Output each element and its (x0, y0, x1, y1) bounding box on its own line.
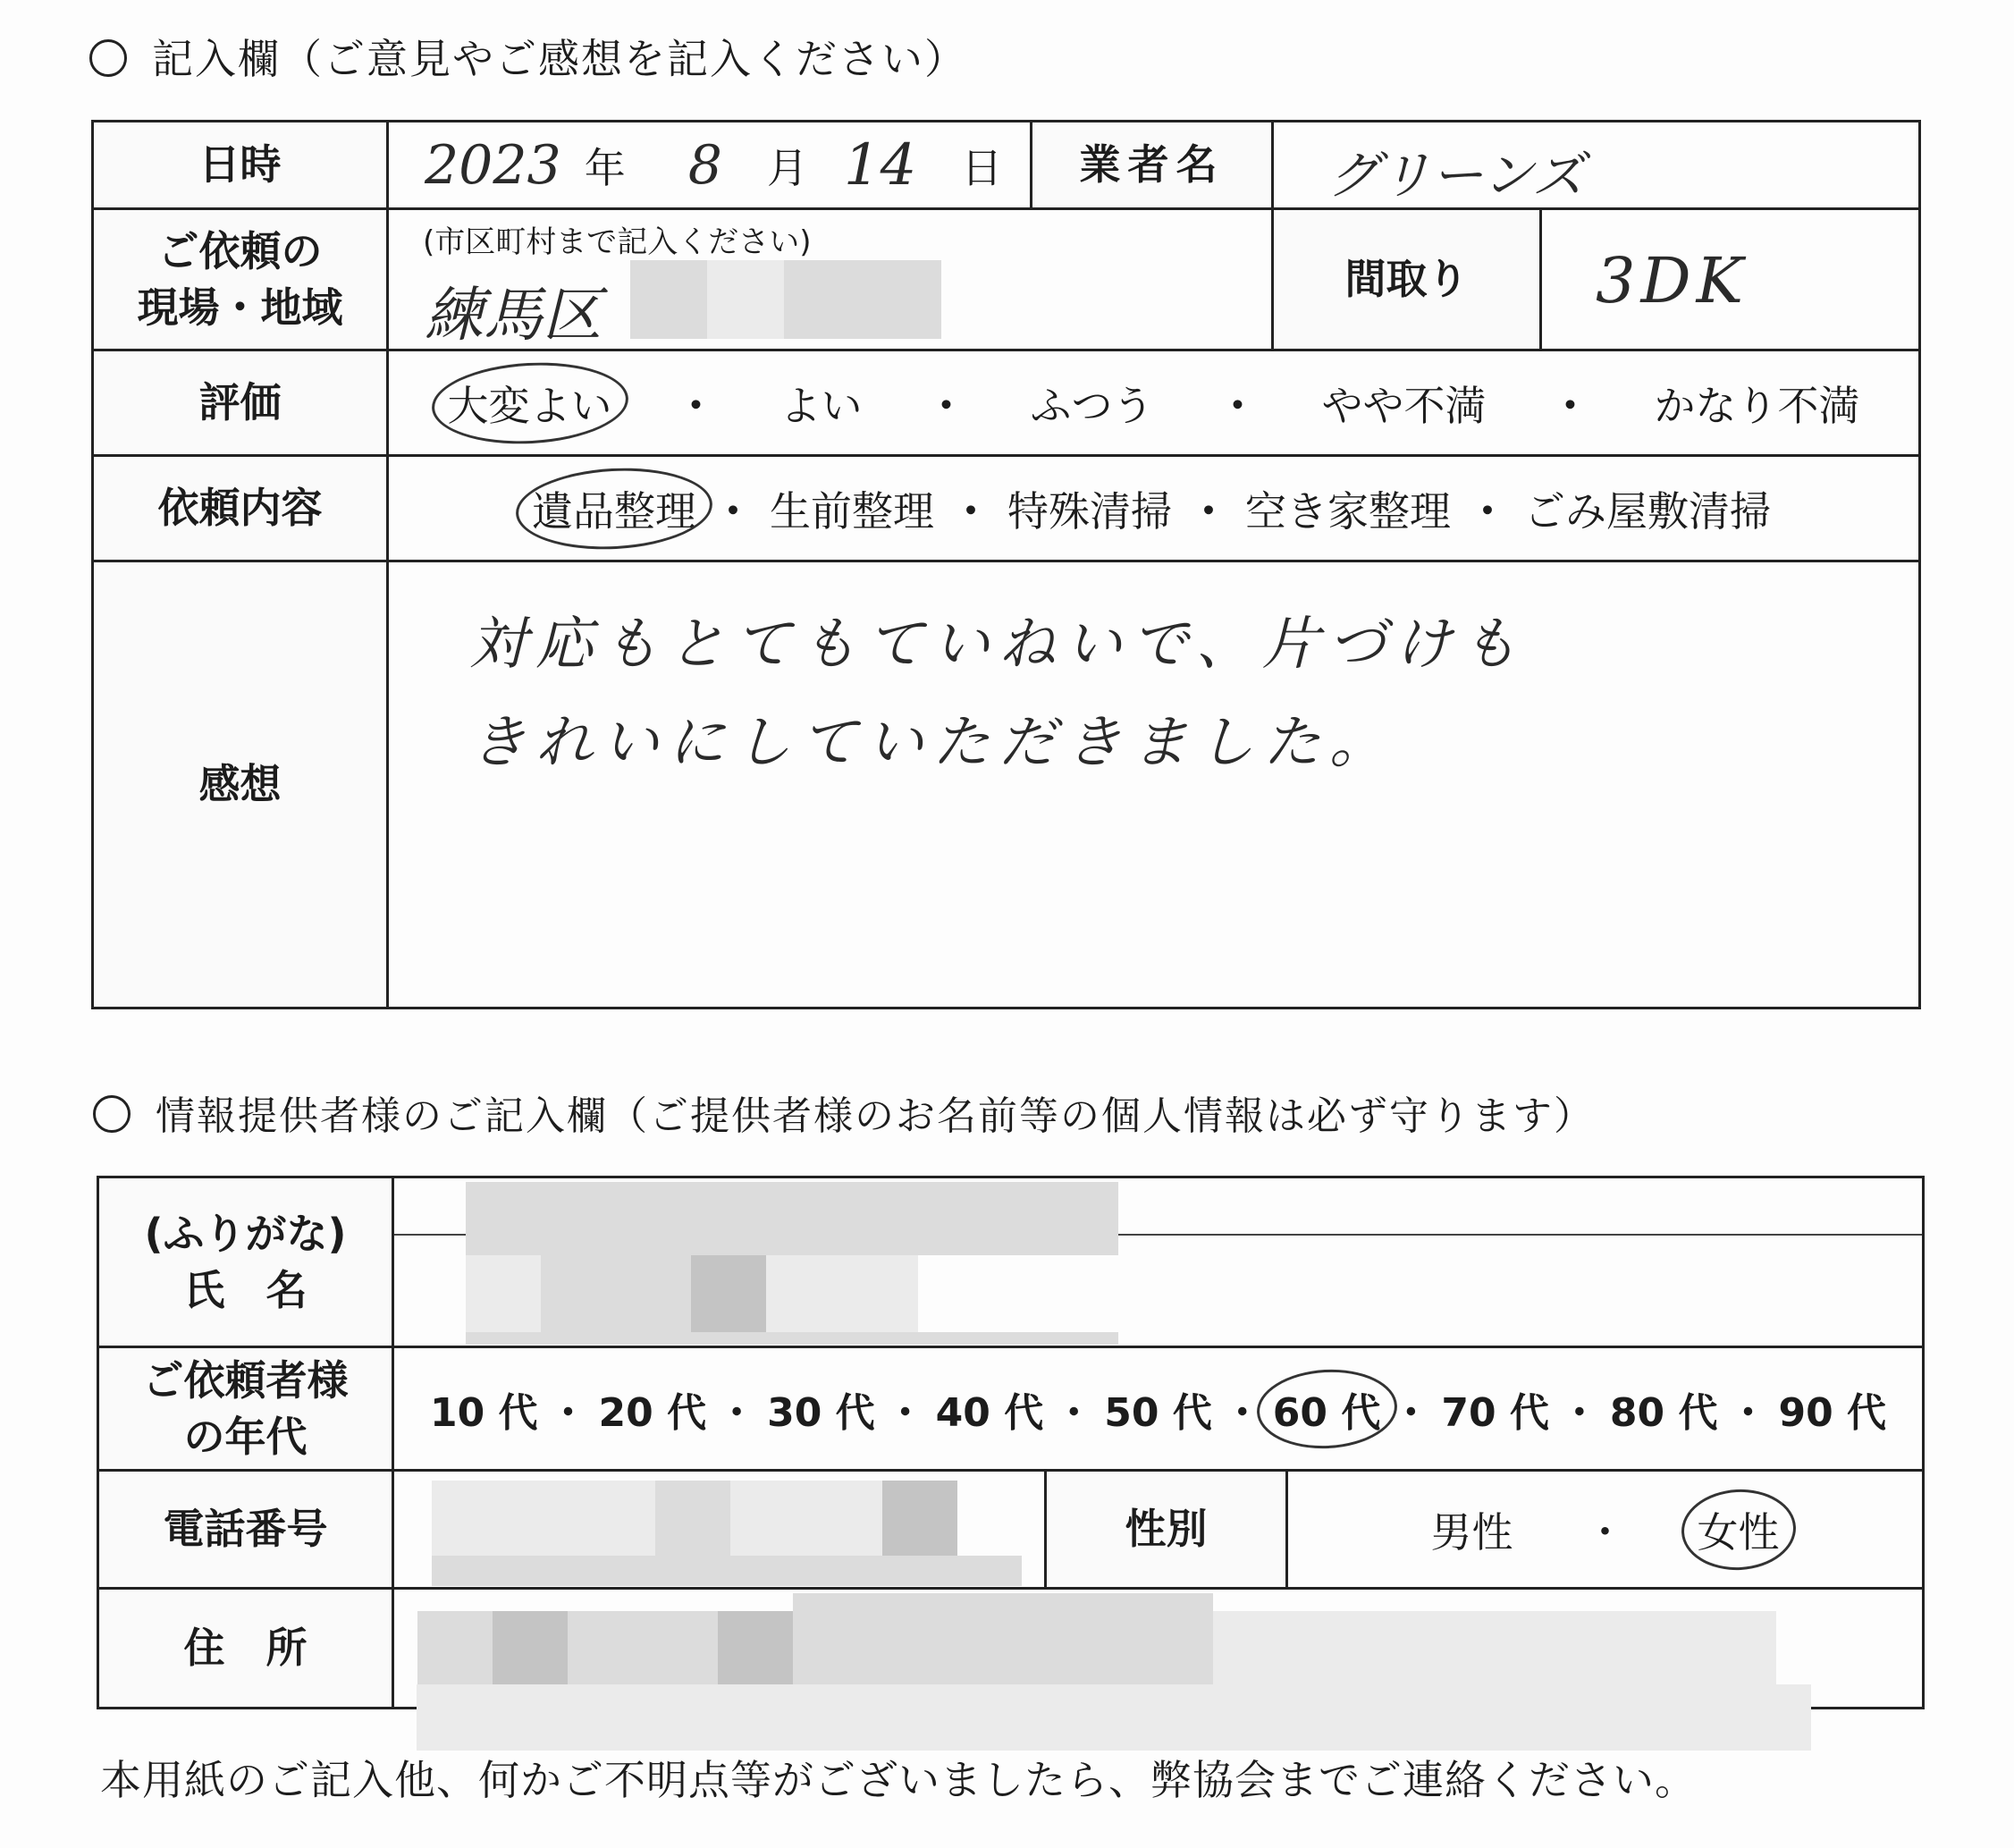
address-label: 住 所 (98, 1589, 393, 1709)
rating-option-2[interactable]: よい (779, 381, 863, 430)
request-field[interactable] (388, 456, 1920, 561)
separator-dot: ・ (1559, 1389, 1599, 1436)
layout-value: 3DK (1596, 244, 1749, 317)
name-field[interactable] (393, 1177, 1924, 1347)
provider-table (97, 1176, 1925, 1709)
redacted-address-block (793, 1593, 1213, 1688)
redacted-phone-block (655, 1481, 730, 1556)
age-option-70[interactable]: 70 代 (1441, 1389, 1549, 1436)
gender-label: 性別 (1046, 1471, 1287, 1589)
gender-option-male[interactable]: 男性 (1430, 1507, 1513, 1557)
rating-field[interactable] (388, 350, 1920, 456)
separator-dot: ・ (1222, 1389, 1262, 1436)
redacted-address-block (417, 1611, 493, 1688)
redacted-phone-block (882, 1481, 957, 1556)
separator-dot: ・ (717, 1389, 757, 1436)
separator-dot: ・ (950, 486, 991, 536)
area-value: 練馬区 (425, 281, 602, 350)
section1-title: 記入欄（ご意見やご感想を記入ください） (89, 27, 967, 86)
rating-option-3[interactable]: ふつう (1030, 381, 1154, 430)
redacted-furigana (466, 1182, 1118, 1255)
request-option-4[interactable]: 空き家整理 (1245, 486, 1451, 536)
redacted-area-block (630, 260, 707, 339)
layout-label: 間取り (1273, 209, 1541, 350)
separator-dot: ・ (675, 381, 717, 430)
layout-field[interactable] (1541, 209, 1920, 350)
age-option-50[interactable]: 50 代 (1104, 1389, 1212, 1436)
date-year-unit: 年 (584, 143, 626, 192)
age-option-80[interactable]: 80 代 (1609, 1389, 1718, 1436)
name-label (98, 1177, 393, 1347)
impression-field[interactable] (388, 561, 1920, 1008)
redacted-phone-block (432, 1556, 1022, 1586)
impression-line-2: きれいにしていただきました。 (469, 710, 1395, 776)
date-month-unit: 月 (766, 143, 808, 192)
impression-label: 感想 (93, 561, 388, 1008)
area-label (93, 209, 388, 350)
impression-line-1: 対応もとてもていねいで、片づけも (469, 612, 1527, 678)
separator-dot: ・ (1728, 1389, 1768, 1436)
date-field[interactable] (388, 122, 1032, 209)
age-label-line1: ご依頼者様 (142, 1356, 349, 1405)
date-day-value: 14 (843, 131, 917, 198)
redacted-address-block (1213, 1611, 1776, 1688)
area-label-line1: ご依頼の (157, 227, 323, 276)
date-year-value: 2023 (425, 133, 561, 197)
company-value: グリーンズ (1327, 145, 1585, 206)
age-option-40[interactable]: 40 代 (935, 1389, 1044, 1436)
area-field[interactable] (388, 209, 1273, 350)
row-area (93, 209, 1920, 350)
separator-dot: ・ (1391, 1389, 1431, 1436)
separator-dot: ・ (1188, 486, 1229, 536)
age-field[interactable] (393, 1347, 1924, 1471)
redacted-name-block (466, 1332, 1118, 1345)
age-label-line2: の年代 (183, 1412, 308, 1461)
name-label-line1: (ふりがな) (144, 1210, 347, 1259)
row-rating (93, 350, 1920, 456)
redacted-name-block (541, 1255, 691, 1332)
redacted-address-block (568, 1611, 718, 1688)
company-field[interactable] (1273, 122, 1920, 209)
company-label: 業者名 (1032, 122, 1273, 209)
age-option-20[interactable]: 20 代 (598, 1389, 707, 1436)
rating-option-1[interactable]: 大変よい (448, 374, 612, 433)
redacted-address-block (493, 1611, 568, 1688)
row-request (93, 456, 1920, 561)
section2-title: 情報提供者様のご記入欄（ご提供者様のお名前等の個人情報は必ず守ります） (93, 1084, 1595, 1141)
separator-dot: ・ (1217, 381, 1259, 430)
row-name (98, 1177, 1924, 1347)
row-age (98, 1347, 1924, 1471)
redacted-phone-block (432, 1481, 655, 1556)
row-impression (93, 561, 1920, 1008)
redacted-address-block (718, 1611, 793, 1688)
redacted-area-block (861, 260, 941, 339)
circle-bullet-icon (89, 39, 127, 77)
request-option-1[interactable]: 遺品整理 (532, 479, 696, 538)
redacted-name-block (766, 1255, 918, 1332)
age-label (98, 1347, 393, 1471)
gender-option-female[interactable]: 女性 (1698, 1500, 1780, 1559)
footer-note: 本用紙のご記入他、何かご不明点等がございましたら、弊協会までご連絡ください。 (100, 1756, 1697, 1804)
date-label: 日時 (93, 122, 388, 209)
rating-option-4[interactable]: やや不満 (1321, 381, 1487, 430)
redacted-address-block (417, 1684, 1811, 1751)
age-option-30[interactable]: 30 代 (767, 1389, 875, 1436)
area-note: (市区町村まで記入ください) (423, 224, 812, 260)
rating-option-5[interactable]: かなり不満 (1654, 381, 1860, 430)
phone-label: 電話番号 (98, 1471, 393, 1589)
separator-dot: ・ (1467, 486, 1508, 536)
age-option-90[interactable]: 90 代 (1778, 1389, 1887, 1436)
area-label-line2: 現場・地域 (137, 283, 343, 332)
redacted-name-block (466, 1255, 541, 1332)
row-phone (98, 1471, 1924, 1589)
age-option-60[interactable]: 60 代 (1273, 1380, 1381, 1438)
separator-dot: ・ (885, 1389, 925, 1436)
separator-dot: ・ (1584, 1507, 1626, 1557)
request-option-2[interactable]: 生前整理 (770, 486, 934, 536)
request-label: 依頼内容 (93, 456, 388, 561)
redacted-area-block (707, 260, 784, 339)
separator-dot: ・ (1549, 381, 1591, 430)
separator-dot: ・ (712, 486, 754, 536)
gender-field[interactable] (1287, 1471, 1924, 1589)
phone-field[interactable] (393, 1471, 1046, 1589)
request-option-5[interactable]: ごみ屋敷清掃 (1524, 486, 1771, 536)
separator-dot: ・ (925, 381, 967, 430)
name-label-line2: 氏 名 (183, 1265, 308, 1314)
age-option-10[interactable]: 10 代 (429, 1389, 538, 1436)
redacted-phone-block (730, 1481, 882, 1556)
date-day-unit: 日 (961, 143, 1003, 192)
separator-dot: ・ (548, 1389, 588, 1436)
redacted-name-block (691, 1255, 766, 1332)
feedback-table (91, 120, 1921, 1009)
rating-label: 評価 (93, 350, 388, 456)
date-month-value: 8 (687, 133, 722, 197)
separator-dot: ・ (1054, 1389, 1094, 1436)
row-date (93, 122, 1920, 209)
request-option-3[interactable]: 特殊清掃 (1007, 486, 1172, 536)
redacted-area-block (784, 260, 861, 339)
circle-bullet-icon (93, 1095, 131, 1133)
